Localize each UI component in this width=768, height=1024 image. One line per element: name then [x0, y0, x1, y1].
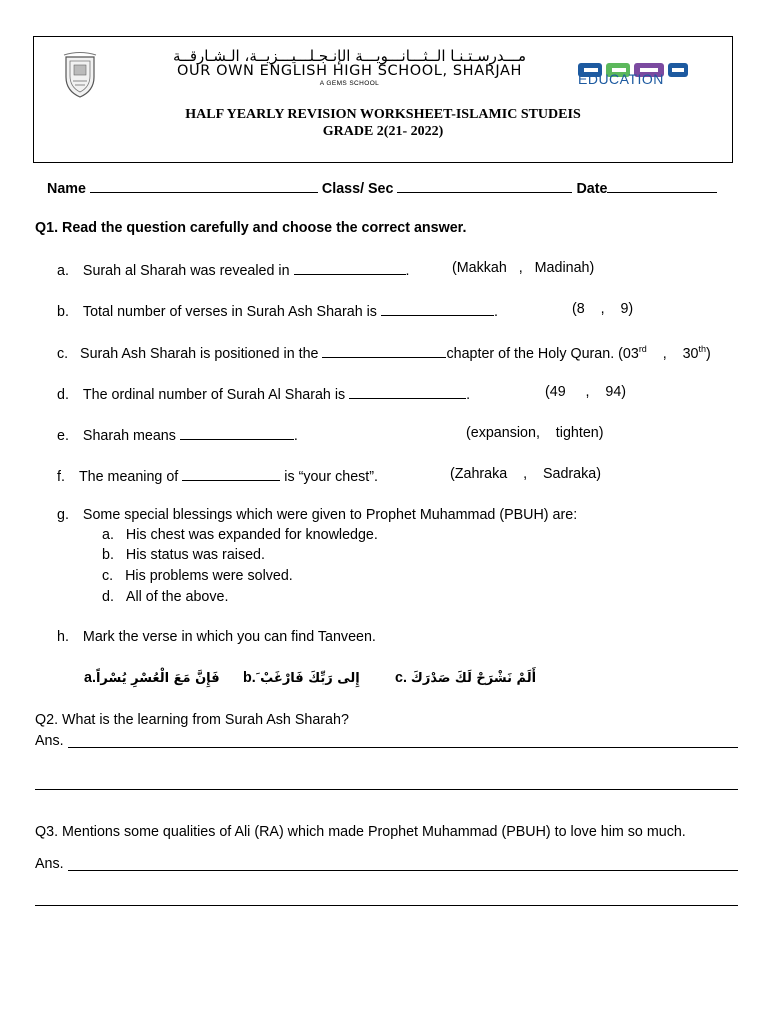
item-text-after: . [466, 387, 471, 403]
item-text-after: . [293, 428, 298, 444]
item-marker: b. [57, 304, 69, 320]
q1-item-e-options: (expansion, tighten) [466, 425, 604, 441]
item-marker: g. [57, 507, 69, 523]
g-subitem-d [102, 589, 228, 605]
arabic-verse: فَإِنَّ مَعَ الْعُسْرِ يُسْراً [95, 671, 220, 686]
item-text-after: is “your chest”. [284, 469, 379, 485]
option-marker: c. [395, 670, 407, 686]
q2-answer-line-1[interactable] [68, 747, 738, 748]
item-marker: d. [57, 387, 69, 403]
school-name: OUR OWN ENGLISH HIGH SCHOOL, SHARJAH [176, 63, 523, 79]
worksheet-grade: GRADE 2(21- 2022) [322, 124, 444, 139]
school-subtitle: A GEMS SCHOOL [319, 80, 380, 87]
item-text: Surah Ash Sharah is positioned in the [80, 346, 319, 362]
item-text: Surah al Sharah was revealed in [82, 263, 290, 279]
ordinal-suffix: th [698, 344, 706, 355]
g-subitem-c [102, 568, 293, 584]
g-subitem-a [102, 527, 378, 543]
q1-item-g [57, 507, 577, 523]
item-marker: a. [57, 263, 69, 279]
q3-answer-line-2[interactable] [35, 905, 738, 906]
item-marker: d. [102, 589, 114, 605]
h-option-a[interactable] [84, 670, 220, 686]
item-text-after: . [493, 304, 498, 320]
name-label: Name [47, 181, 86, 197]
q1-item-h [57, 629, 376, 645]
item-marker: f. [57, 469, 65, 485]
item-text: All of the above. [125, 589, 229, 605]
closing-paren: ) [706, 346, 711, 362]
item-marker: e. [57, 428, 69, 444]
q1-item-e [57, 425, 298, 444]
arabic-verse: َ إِلى رَبِّكَ فَارْغَبْ [255, 671, 360, 686]
q1-item-b-options: (8 , 9) [572, 301, 634, 317]
item-text: Some special blessings which were given to Prophet Muhammad (PBUH) are: [82, 507, 578, 523]
name-field[interactable] [90, 178, 318, 193]
q1-item-d [57, 384, 470, 403]
item-marker: b. [102, 547, 114, 563]
item-text: Total number of verses in Surah Ash Sharah is [82, 304, 377, 320]
answer-blank[interactable] [349, 384, 466, 399]
item-marker: h. [57, 629, 69, 645]
item-text-after: chapter of the Holy Quran. (03 [446, 346, 639, 362]
item-marker: c. [57, 346, 69, 362]
q3-prompt: Q3. Mentions some qualities of Ali (RA) which made Prophet Muhammad (PBUH) to love him so much. [35, 824, 686, 840]
item-text: Sharah means [82, 428, 176, 444]
item-text: The ordinal number of Surah Al Sharah is [82, 387, 346, 403]
header-box [33, 36, 733, 163]
g-subitem-b [102, 547, 265, 563]
item-marker: a. [102, 527, 114, 543]
class-field[interactable] [397, 178, 572, 193]
q3-ans-label: Ans. [35, 856, 64, 872]
q2-prompt: Q2. What is the learning from Surah Ash Sharah? [35, 712, 349, 728]
q2-ans-label: Ans. [35, 733, 64, 749]
date-field[interactable] [607, 178, 717, 193]
student-info-line [47, 178, 717, 197]
answer-blank[interactable] [180, 425, 294, 440]
item-text: His chest was expanded for knowledge. [125, 527, 378, 543]
q1-prompt: Q1. Read the question carefully and choose the correct answer. [35, 220, 467, 236]
answer-blank[interactable] [322, 343, 446, 358]
school-crest-icon [60, 51, 100, 99]
worksheet-title: HALF YEARLY REVISION WORKSHEET-ISLAMIC STUDEIS [185, 107, 581, 122]
h-option-b[interactable] [243, 670, 360, 686]
arabic-verse: أَلَمْ نَشْرَحْ لَكَ صَدْرَكَ [410, 671, 537, 686]
item-marker: c. [102, 568, 114, 584]
class-label: Class/ Sec [321, 181, 394, 197]
answer-blank[interactable] [182, 466, 280, 481]
q1-item-d-options: (49 , 94) [545, 384, 627, 400]
answer-blank[interactable] [294, 260, 406, 275]
q1-item-c [57, 343, 711, 362]
date-label: Date [576, 181, 608, 197]
q1-item-a-options: (Makkah , Madinah) [452, 260, 595, 276]
q3-answer-line-1[interactable] [68, 870, 738, 871]
item-text: His problems were solved. [125, 568, 293, 584]
option-separator: , 30 [646, 346, 699, 362]
q1-item-a [57, 260, 410, 279]
ordinal-suffix: rd [638, 344, 647, 355]
item-text: The meaning of [78, 469, 179, 485]
gems-education-label: EDUCATION [578, 71, 664, 87]
q1-item-f-options: (Zahraka , Sadraka) [450, 466, 601, 482]
item-text-after: . [405, 263, 410, 279]
q2-answer-line-2[interactable] [35, 789, 738, 790]
q1-item-f [57, 466, 378, 485]
answer-blank[interactable] [381, 301, 494, 316]
school-name-arabic: مـــدرسـتـنـا الــثـــانـــويـــة الإنـجـلـــيـــزيــة، الـشـارقــة [173, 47, 526, 65]
item-text: His status was raised. [125, 547, 265, 563]
h-option-c[interactable] [395, 670, 536, 686]
q1-item-b [57, 301, 498, 320]
item-text: Mark the verse in which you can find Tanveen. [82, 629, 376, 645]
option-marker: a. [84, 670, 96, 686]
option-marker: b. [243, 670, 256, 686]
